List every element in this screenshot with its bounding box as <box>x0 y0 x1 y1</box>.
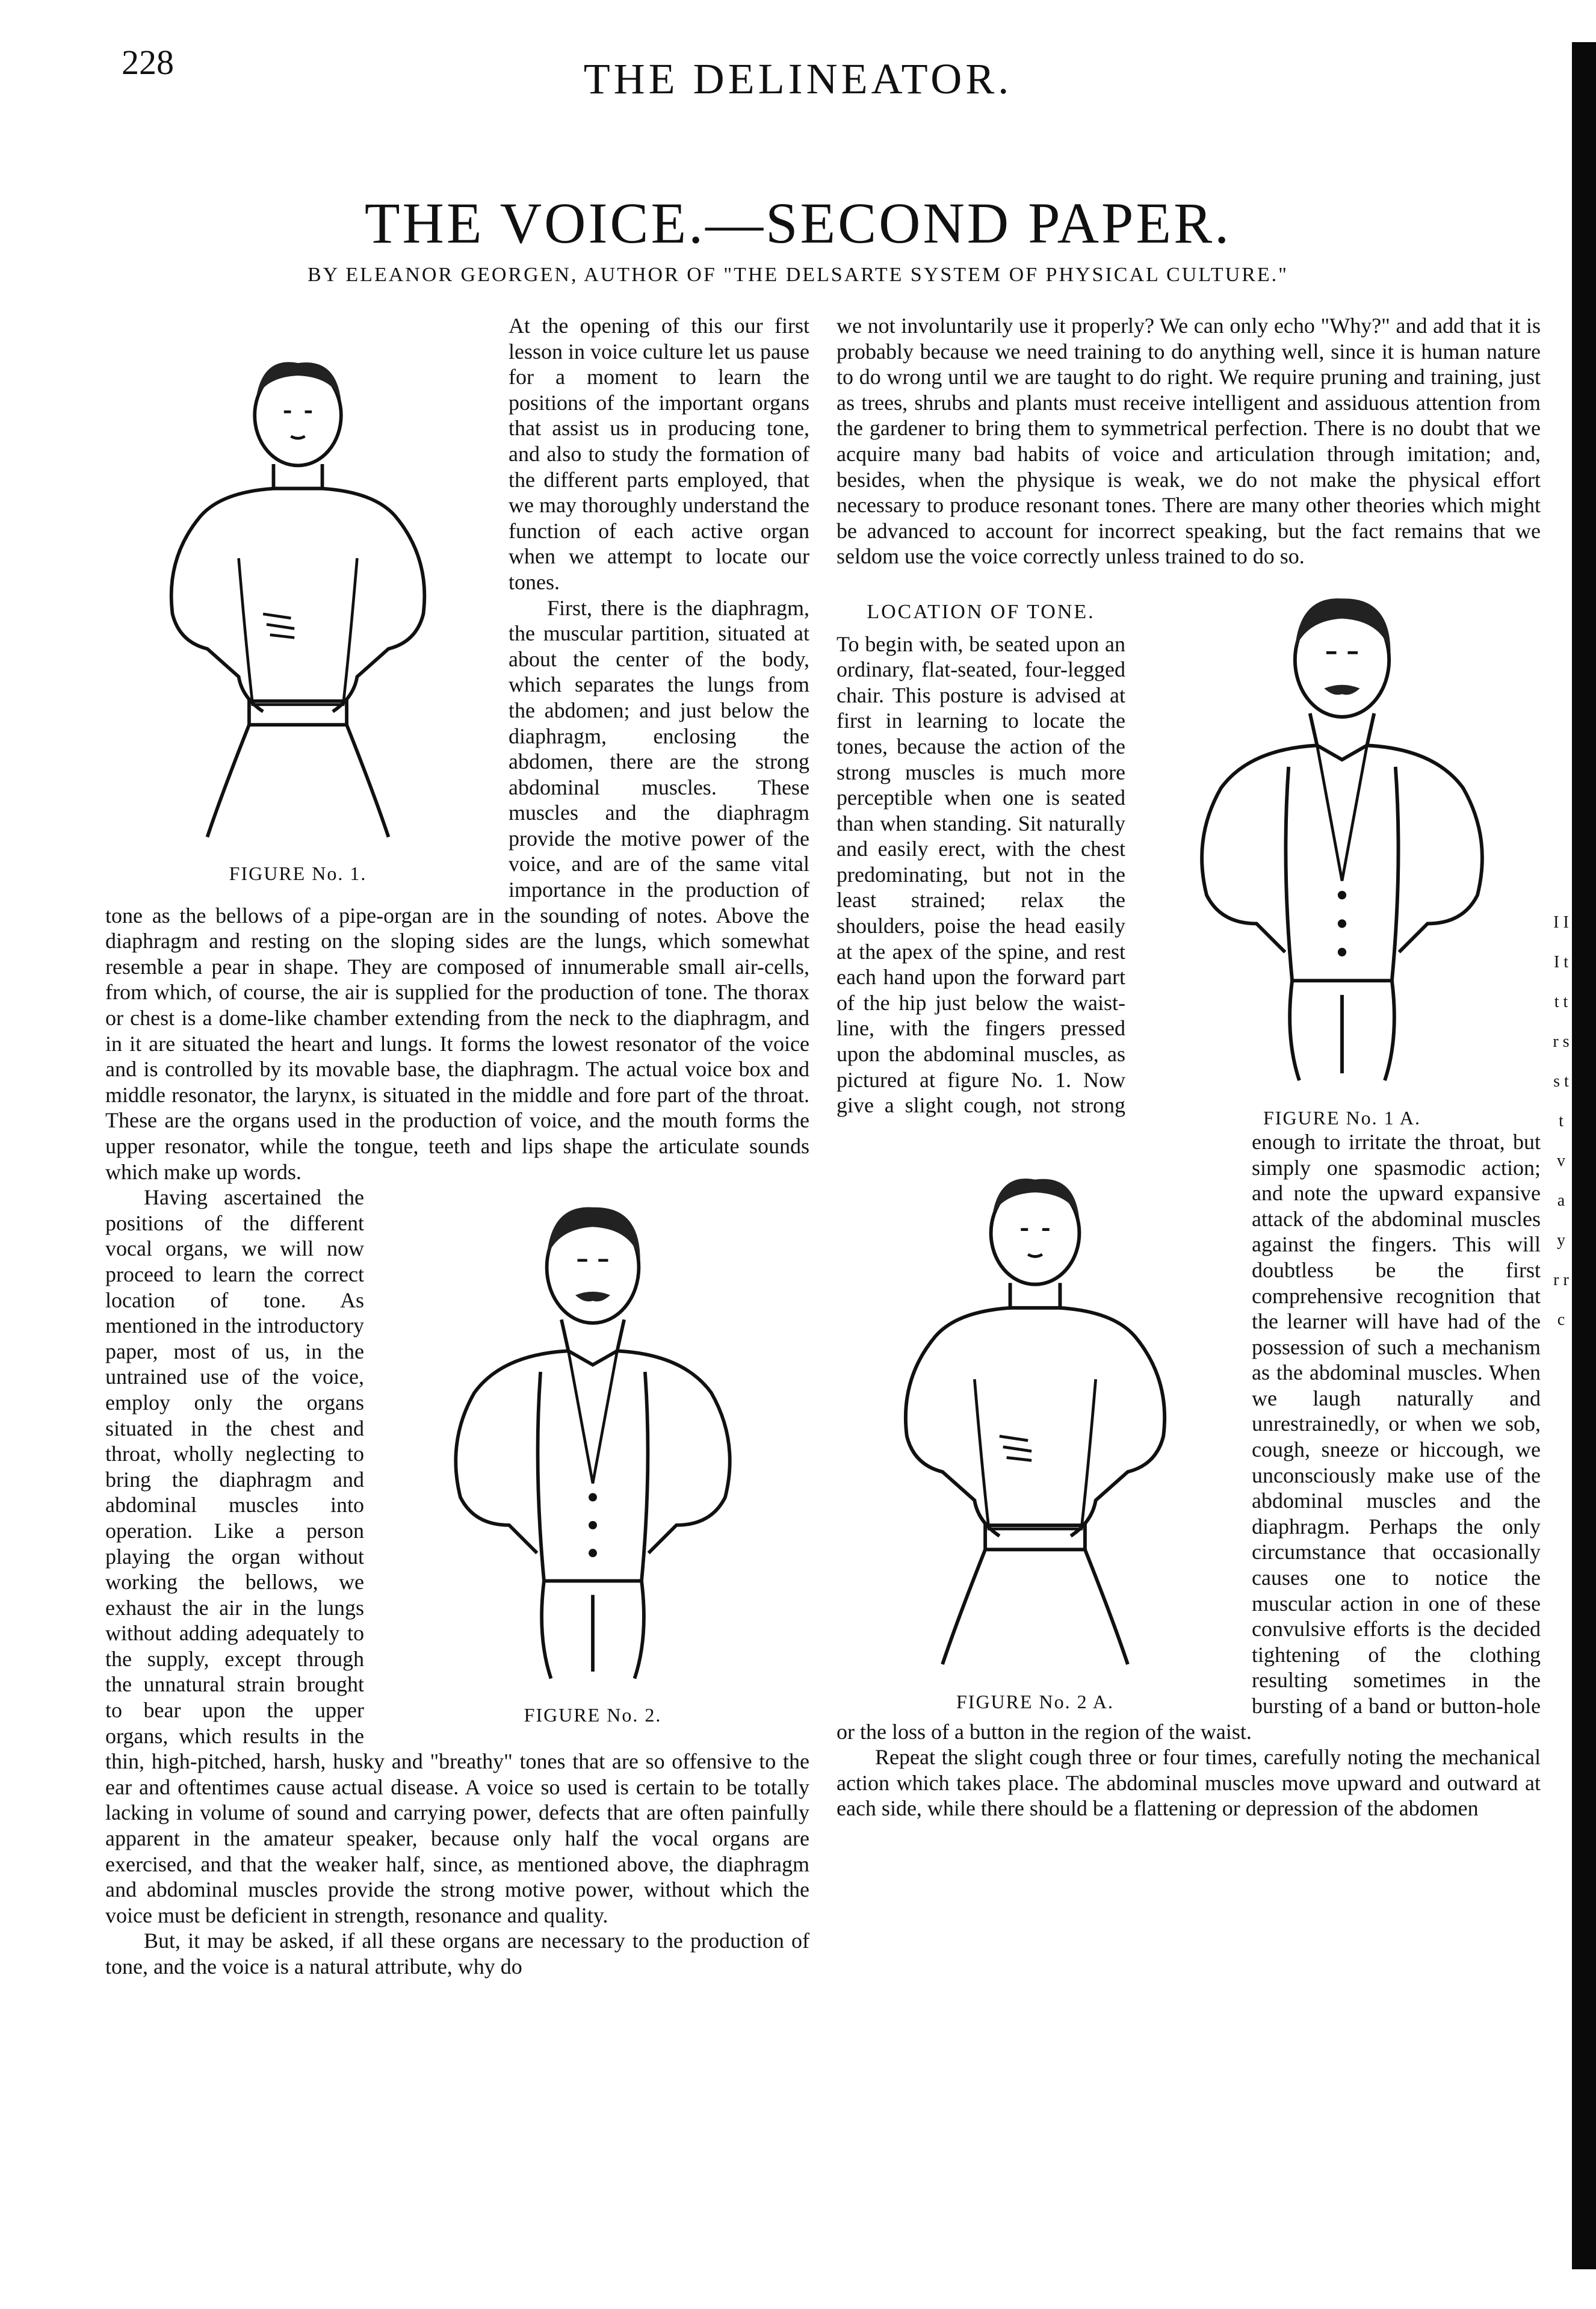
paragraph-4: But, it may be asked, if all these organs are necessary to the production of tone, and the voice is a natural attribute, why do <box>105 1929 809 1979</box>
paragraph-5: we not involuntarily use it properly? We can only echo "Why?" and add that it is probably because we need training to do anything well, since it is human nature to do wrong until we are taught to do right. We require pruning and training, just as trees, shrubs and plants must receive intelligent and assiduous attention from the gardener to bring them to symmetrical perfection. There is no doubt that we acquire many bad habits of voice and articulation through imitation; and, besides, when the physique is weak, we do not make the physical effort necessary to produce resonant tones. There are many other theories which might be advanced to account for incorrect speaking, but the fact remains that we seldom use the voice correctly unless trained to do so. <box>837 314 1541 569</box>
paragraph-6: To begin with, be seated upon an ordinary, flat-seated, four-legged chair. This posture is advised at first in learning to locate the tones, because the action of the strong muscles is much more perceptible when one is seated than when standing. Sit naturally and easily erect, with the chest predominating, but not in the least strained; relax the shoulders, poise the head easily at the apex of the spine, and rest each hand upon the forward part of the hip just below the waist-line, with the fingers pressed upon the abdominal muscles, as pictured at figure No. 1. Now give a slight cough, not strong enough to irritate the throat, but simply one spasmodic action; and note the upward expansive attack of the abdominal muscles against the fingers. This will doubtless be the first comprehensive recognition that the learner will have had of the possession of such a mechanism as the abdominal muscles. When we laugh naturally and unrestrainedly, or when we sob, cough, sneeze or hiccough, we unconsciously make use of the abdominal muscles and the diaphragm. Perhaps the only circumstance that occasionally causes one to notice the muscular action in one of these convulsive efforts is the decided tightening of the clothing resulting sometimes in the bursting of a band or button-hole or the loss of a button in the region of the waist. <box>837 631 1541 1744</box>
left-column <box>105 313 809 2227</box>
figure-2-caption: FIGURE No. 2. <box>524 1704 662 1726</box>
paragraph-7: Repeat the slight cough three or four times, carefully noting the mechanical action which takes place. The abdominal muscles move upward and outward at each side, while there should be a flattening or depression of the abdomen <box>837 1745 1541 1821</box>
article-byline: BY ELEANOR GEORGEN, AUTHOR OF "THE DELSARTE SYSTEM OF PHYSICAL CULTURE." <box>307 264 1289 286</box>
subheading-location-of-tone: LOCATION OF TONE. <box>867 600 1095 623</box>
paragraph-1: At the opening of this our first lesson in voice culture let us pause for a moment to learn the positions of the important organs that assist us in producing tone, and also to study the formation of the different parts employed, that we may thoroughly understand the function of each active organ when we attempt to locate our tones. <box>509 314 809 594</box>
running-head: THE DELINEATOR. <box>583 55 1013 103</box>
man-hands-on-hips-illustration-icon <box>1143 581 1541 1123</box>
article-title: THE VOICE.—SECOND PAPER. <box>364 191 1232 255</box>
right-column <box>837 313 1541 2227</box>
margin-edge-letters: I I I t t t r s s t t v a y r r c <box>1553 913 1570 1329</box>
figure-2a-caption: FIGURE No. 2 A. <box>956 1690 1114 1712</box>
figure-1-caption: FIGURE No. 1. <box>229 863 367 884</box>
page-number: 228 <box>122 43 174 82</box>
woman-hands-on-hips-illustration-icon <box>105 349 490 879</box>
page-edge-strip <box>1572 42 1596 2269</box>
woman-hands-on-hips-illustration-icon <box>837 1165 1234 1707</box>
figure-1a-caption: FIGURE No. 1 A. <box>1263 1106 1421 1129</box>
paragraph-3: Having ascertained the positions of the different vocal organs, we will now proceed to learn the correct location of tone. As mentioned in the introductory paper, most of us, in the untrained use of the voice, employ only the organs situated in the chest and throat, wholly neglecting to bring the diaphragm and abdominal muscles into operation. Like a person playing the organ without working the bellows, we exhaust the air in the lungs without adding adequately to the supply, except through the unnatural strain brought to bear upon the upper organs, which results in the thin, high-pitched, harsh, husky and "breathy" tones that are so offensive to the ear and oftentimes cause actual disease. A voice so used is certain to be totally lacking in volume of sound and carrying power, defects that are often painfully apparent in the amateur speaker, because only half the vocal organs are exercised, and that the weaker half, since, as mentioned above, the diaphragm and abdominal muscles provide the strong motive power, without which the voice must be deficient in strength, resonance and quality. <box>105 1185 809 1927</box>
figure-2a <box>837 1165 1234 1712</box>
figure-1 <box>105 349 490 884</box>
paragraph-2: First, there is the diaphragm, the muscular partition, situated at about the center of the body, which separates the lungs from the abdomen; and just below the diaphragm, enclosing the abdomen, there are the strong abdominal muscles. These muscles and the diaphragm provide the motive power of the voice, and are of the same vital importance in the production of tone as the bellows of a pipe-organ are in the sounding of notes. Above the diaphragm and resting on the sloping sides are the lungs, which somewhat resemble a pear in shape. They are composed of innumerable small air-cells, from which, of course, the air is supplied for the production of tone. The thorax or chest is a dome-like chamber extending from the neck to the diaphragm, and in it are situated the heart and lungs. It forms the lowest resonator of the voice and is controlled by its movable base, the diaphragm. The actual voice box and middle resonator, the larynx, is situated in the middle and fore part of the throat. These are the organs used in the production of voice, and the mouth forms the upper resonator, while the tongue, teeth and lips shape the articulate sounds which make up words. <box>105 595 809 1184</box>
figure-1a <box>1143 581 1541 1129</box>
man-hands-on-hips-illustration-icon <box>376 1191 809 1720</box>
figure-2 <box>376 1191 809 1726</box>
